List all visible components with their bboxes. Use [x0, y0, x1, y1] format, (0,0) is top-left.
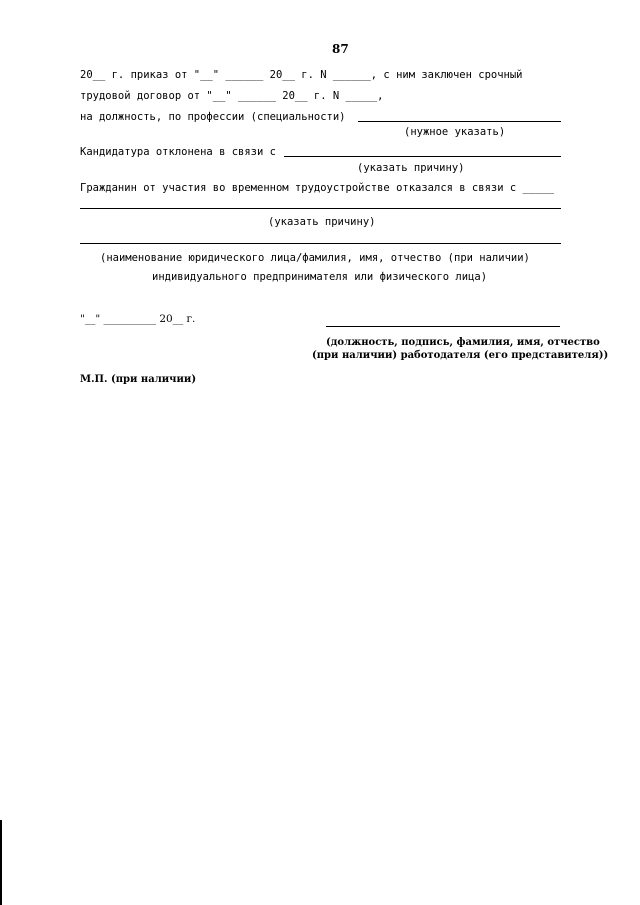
- org-hint-line-2: индивидуального предпринимателя или физического лица): [152, 271, 488, 283]
- rejection-reason-blank: [284, 156, 561, 157]
- order-line: 20__ г. приказ от "__" ______ 20__ г. N ______, с ним заключен срочный: [80, 69, 523, 81]
- scan-edge-mark: [0, 820, 2, 905]
- refusal-reason-blank: [80, 208, 561, 209]
- page-number: 87: [332, 42, 349, 56]
- date-line: "__" __________ 20__ г.: [80, 313, 196, 325]
- signature-caption-line-1: (должность, подпись, фамилия, имя, отчество: [326, 337, 600, 348]
- organization-blank: [80, 243, 561, 244]
- position-label: на должность, по профессии (специальности): [80, 111, 346, 123]
- reason-hint-1: (указать причину): [357, 162, 465, 174]
- needed-hint: (нужное указать): [404, 126, 506, 138]
- position-blank: [358, 121, 561, 122]
- stamp-label: М.П. (при наличии): [80, 374, 197, 385]
- org-hint-line-1: (наименование юридического лица/фамилия, имя, отчество (при наличии): [100, 252, 530, 264]
- rejected-label: Кандидатура отклонена в связи с: [80, 146, 276, 158]
- signature-caption-line-2: (при наличии) работодателя (его представителя)): [312, 350, 609, 361]
- contract-line: трудовой договор от "__" ______ 20__ г. N _____,: [80, 90, 384, 102]
- refusal-line: Гражданин от участия во временном трудоустройстве отказался в связи с _____: [80, 182, 555, 194]
- signature-blank: [326, 326, 560, 327]
- reason-hint-2: (указать причину): [268, 216, 376, 228]
